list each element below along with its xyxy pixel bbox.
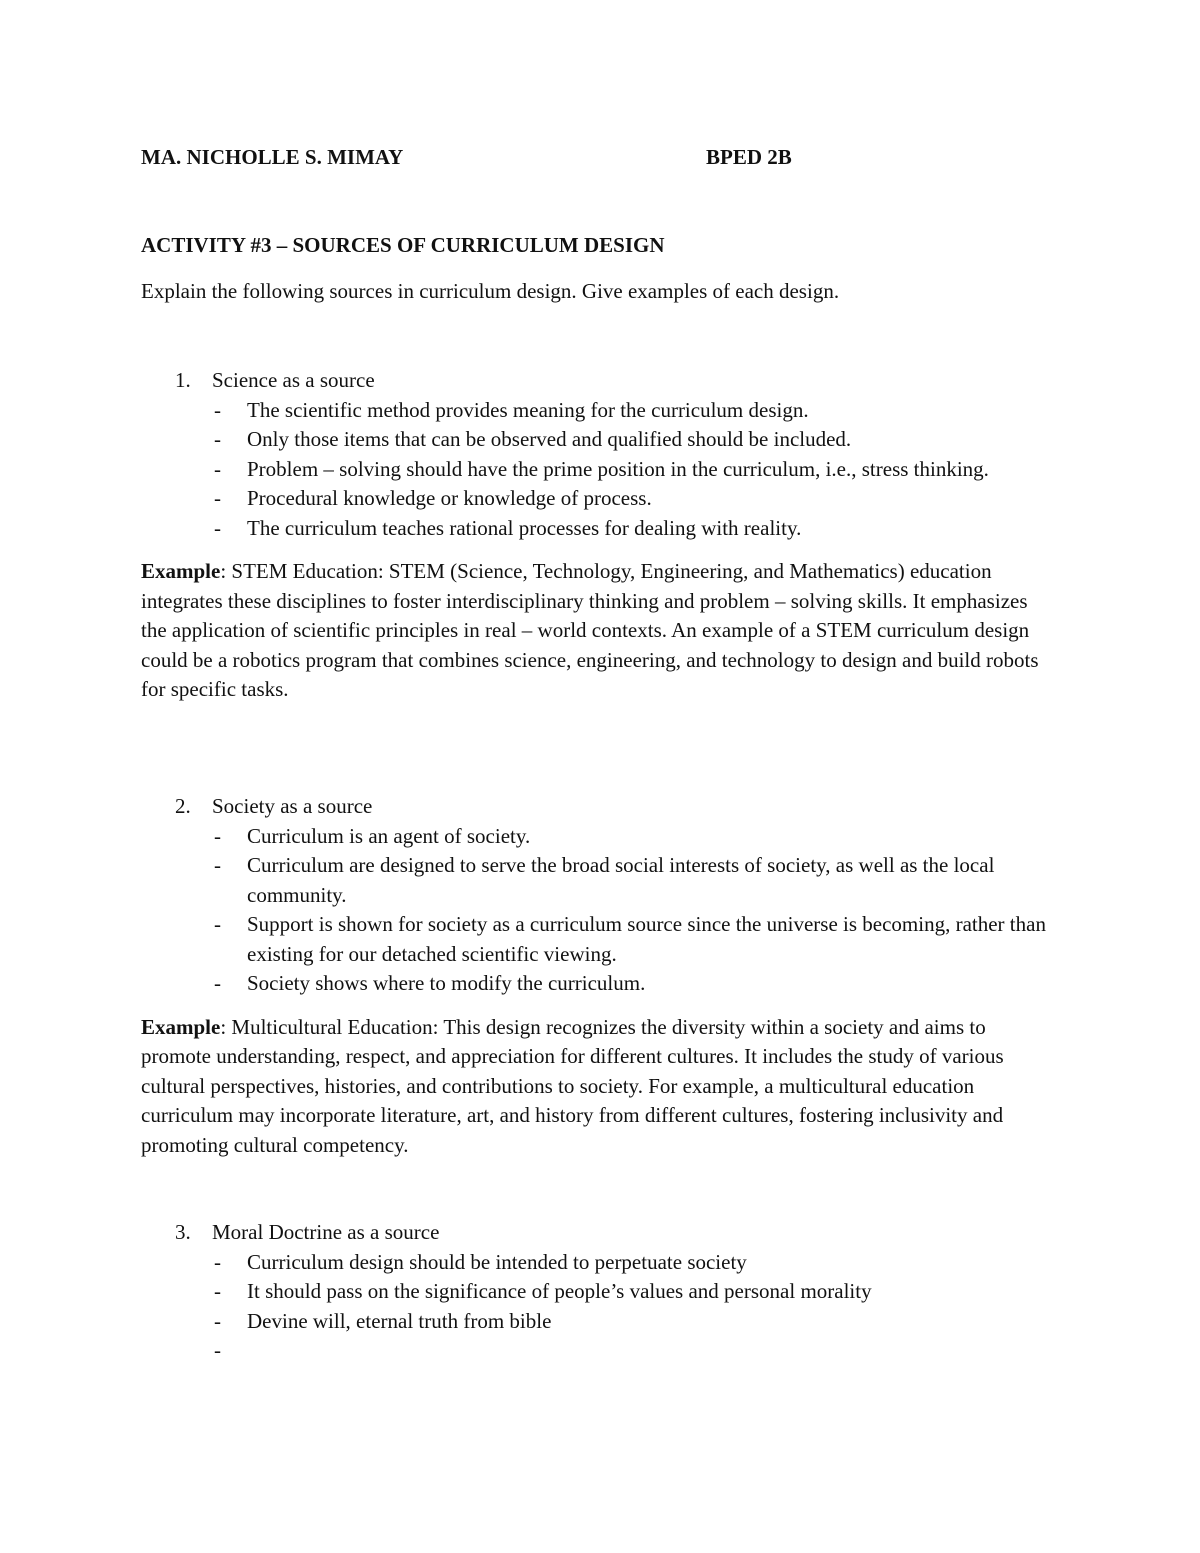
list-item — [141, 1336, 1047, 1366]
bullet-text: Support is shown for society as a curriculum source since the universe is becoming, rather than existing for our detached scientific viewing. — [247, 912, 1046, 966]
example-paragraph — [141, 557, 1056, 705]
dash-marker: - — [214, 397, 221, 422]
section-science — [141, 366, 1061, 705]
list-item — [141, 425, 1047, 455]
section-title: Moral Doctrine as a source — [212, 1220, 440, 1244]
bullet-text: Only those items that can be observed and qualified should be included. — [247, 427, 852, 451]
list-item — [141, 1248, 1047, 1278]
list-item — [141, 396, 1047, 426]
dash-marker: - — [214, 427, 221, 451]
list-item — [141, 514, 1047, 544]
list-item — [141, 851, 1047, 910]
list-item — [141, 822, 1047, 852]
bullet-text: Society shows where to modify the curriculum. — [247, 971, 646, 995]
bullet-text: Problem – solving should have the prime position in the curriculum, i.e., stress thinking. — [247, 456, 989, 481]
list-item — [141, 969, 1047, 999]
bullet-text: Procedural knowledge or knowledge of process. — [247, 486, 652, 510]
section-number: 2. — [175, 794, 191, 818]
bullet-text: The scientific method provides meaning for the curriculum design. — [247, 397, 809, 422]
dash-marker: - — [214, 1249, 221, 1274]
bullet-list — [141, 1248, 1061, 1366]
bullet-text: Curriculum is an agent of society. — [247, 823, 531, 848]
instructions: Explain the following sources in curriculum design. Give examples of each design. — [141, 279, 840, 303]
dash-marker: - — [214, 1279, 221, 1303]
bullet-list — [141, 822, 1061, 999]
bullet-text: It should pass on the significance of people’s values and personal morality — [247, 1279, 872, 1303]
document-header — [141, 143, 841, 173]
list-item — [141, 484, 1047, 514]
dash-marker: - — [214, 1338, 221, 1362]
bullet-list — [141, 396, 1061, 544]
dash-marker: - — [214, 912, 221, 936]
bullet-text: The curriculum teaches rational processes for dealing with reality. — [247, 515, 802, 540]
section-title: Society as a source — [212, 794, 373, 818]
list-item — [141, 1277, 1047, 1307]
section-heading — [141, 366, 1061, 396]
bullet-text — [247, 1338, 252, 1362]
example-label: Example — [141, 559, 221, 583]
section-heading — [141, 1218, 1061, 1248]
dash-marker: - — [214, 456, 221, 481]
example-text: : STEM Education: STEM (Science, Technology, Engineering, and Mathematics) education integrates these disciplines to foster interdisciplinary thinking and problem – solving skills. It emphasizes the application of scientific principles in real – world contexts. An example of a STEM curriculum design could be a robotics program that combines science, engineering, and technology to design and build robots for specific tasks. — [141, 559, 1039, 701]
section-society — [141, 792, 1061, 1160]
bullet-text: Devine will, eternal truth from bible — [247, 1308, 552, 1333]
list-item — [141, 910, 1047, 969]
section-moral-doctrine — [141, 1218, 1061, 1366]
list-item — [141, 455, 1047, 485]
section-heading — [141, 792, 1061, 822]
student-name: MA. NICHOLLE S. MIMAY — [141, 145, 404, 169]
dash-marker: - — [214, 823, 221, 848]
bullet-text: Curriculum design should be intended to perpetuate society — [247, 1249, 747, 1274]
bullet-text: Curriculum are designed to serve the broad social interests of society, as well as the local community. — [247, 853, 995, 907]
class-section: BPED 2B — [706, 145, 792, 169]
dash-marker: - — [214, 853, 221, 877]
list-item — [141, 1307, 1047, 1337]
section-number: 3. — [175, 1220, 191, 1244]
section-title: Science as a source — [212, 368, 375, 392]
example-text: : Multicultural Education: This design recognizes the diversity within a society and aims to promote understanding, respect, and appreciation for different cultures. It includes the study of various cultural perspectives, histories, and contributions to society. For example, a multicultural education curriculum may incorporate literature, art, and history from different cultures, fostering inclusivity and promoting cultural competency. — [141, 1014, 1004, 1157]
dash-marker: - — [214, 1308, 221, 1333]
activity-title: ACTIVITY #3 – SOURCES OF CURRICULUM DESIGN — [141, 233, 665, 257]
dash-marker: - — [214, 515, 221, 540]
example-paragraph — [141, 1013, 1056, 1161]
dash-marker: - — [214, 486, 221, 510]
example-label: Example — [141, 1014, 221, 1039]
dash-marker: - — [214, 971, 221, 995]
section-number: 1. — [175, 368, 191, 392]
